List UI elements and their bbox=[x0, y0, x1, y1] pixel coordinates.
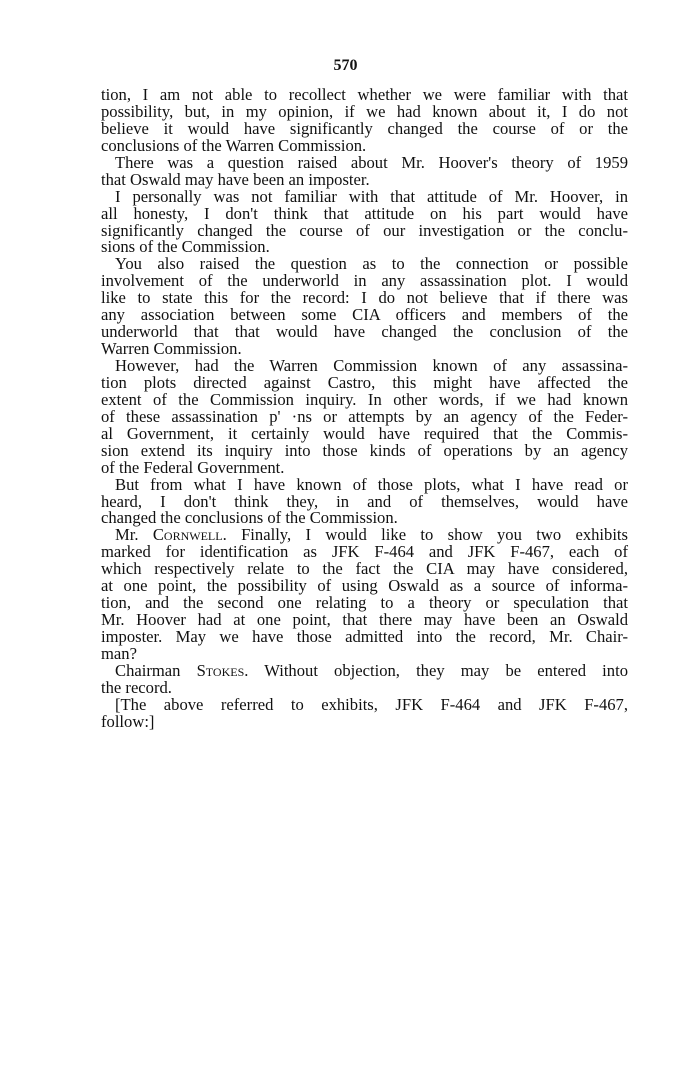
paragraph bbox=[101, 694, 628, 731]
text-line: follow:] bbox=[101, 711, 155, 731]
text-line: Mr. Hoover had at one point, that there may have been an Oswald bbox=[101, 610, 628, 630]
text-line: changed the conclusions of the Commission. bbox=[101, 508, 398, 528]
text-line: which respectively relate to the fact the CIA may have considered, bbox=[101, 559, 628, 579]
text-line: However, had the Warren Commission known of any assassina- bbox=[115, 356, 628, 375]
text-line: al Government, it certainly would have required that the Commis- bbox=[101, 423, 628, 443]
text-line: believe it would have significantly changed the course of or the bbox=[101, 118, 628, 138]
text-line: sions of the Commission. bbox=[101, 237, 270, 257]
text-line: significantly changed the course of our investigation or the conclu- bbox=[101, 220, 628, 240]
speaker-name: Cornwell bbox=[152, 525, 223, 545]
text-line: the record. bbox=[101, 677, 172, 697]
text-line: You also raised the question as to the connection or possible bbox=[115, 254, 628, 274]
paragraph bbox=[101, 186, 628, 257]
text-line: sion extend its inquiry into those kinds of operations by an agency bbox=[101, 440, 628, 460]
text-line: But from what I have known of those plots, what I have read or bbox=[115, 474, 628, 494]
page-number: 570 bbox=[333, 57, 358, 74]
paragraph bbox=[101, 358, 628, 477]
text-line: tion, and the second one relating to a theory or speculation that bbox=[101, 593, 628, 613]
text-line: involvement of the underworld in any assassination plot. I would bbox=[101, 271, 628, 291]
speaker-prefix: Mr. bbox=[115, 525, 153, 545]
text-line: tion plots directed against Castro, this might have affected the bbox=[101, 372, 628, 392]
document-body bbox=[101, 87, 628, 731]
text-line: that Oswald may have been an imposter. bbox=[101, 169, 370, 189]
text-line: marked for identification as JFK F-464 and JFK F-467, each of bbox=[101, 542, 628, 562]
text-line: extent of the Commission inquiry. In other words, if we had known bbox=[101, 389, 628, 409]
paragraph bbox=[101, 474, 628, 528]
paragraph bbox=[101, 152, 628, 189]
text-line: imposter. May we have those admitted into the record, Mr. Chair- bbox=[101, 627, 628, 646]
paragraph bbox=[101, 87, 628, 155]
text-line: There was a question raised about Mr. Hoover's theory of 1959 bbox=[115, 152, 628, 172]
paragraph bbox=[101, 527, 628, 663]
text-line: conclusions of the Warren Commission. bbox=[101, 135, 367, 155]
text-line: possibility, but, in my opinion, if we had known about it, I do not bbox=[101, 101, 628, 121]
paragraph bbox=[101, 660, 628, 697]
text-line: man? bbox=[101, 643, 137, 663]
text-line bbox=[101, 660, 628, 680]
text-line: all honesty, I don't think that attitude on his part would have bbox=[101, 203, 628, 223]
text-line: any association between some CIA officers and members of the bbox=[101, 305, 628, 325]
text-line: of the Federal Government. bbox=[101, 457, 285, 477]
line-text: . Finally, I would like to show you two exhibits bbox=[222, 525, 629, 545]
text-line: of these assassination p' ·ns or attempts by an agency of the Feder- bbox=[101, 406, 628, 426]
paragraph bbox=[101, 256, 628, 358]
line-text: . Without objection, they may be entered into bbox=[244, 660, 628, 680]
text-line: at one point, the possibility of using Oswald as a source of informa- bbox=[101, 576, 628, 596]
text-line: Warren Commission. bbox=[101, 339, 242, 359]
text-line: tion, I am not able to recollect whether we were familiar with that bbox=[101, 85, 628, 104]
text-line: like to state this for the record: I do not believe that if there was bbox=[101, 288, 628, 308]
text-line: I personally was not familiar with that attitude of Mr. Hoover, in bbox=[115, 186, 628, 206]
text-line: heard, I don't think they, in and of themselves, would have bbox=[101, 491, 628, 511]
speaker-name: Stokes bbox=[196, 660, 245, 680]
text-line: [The above referred to exhibits, JFK F-464 and JFK F-467, bbox=[115, 694, 628, 714]
text-line: underworld that that would have changed the conclusion of the bbox=[101, 322, 628, 342]
speaker-prefix: Chairman bbox=[115, 660, 197, 680]
